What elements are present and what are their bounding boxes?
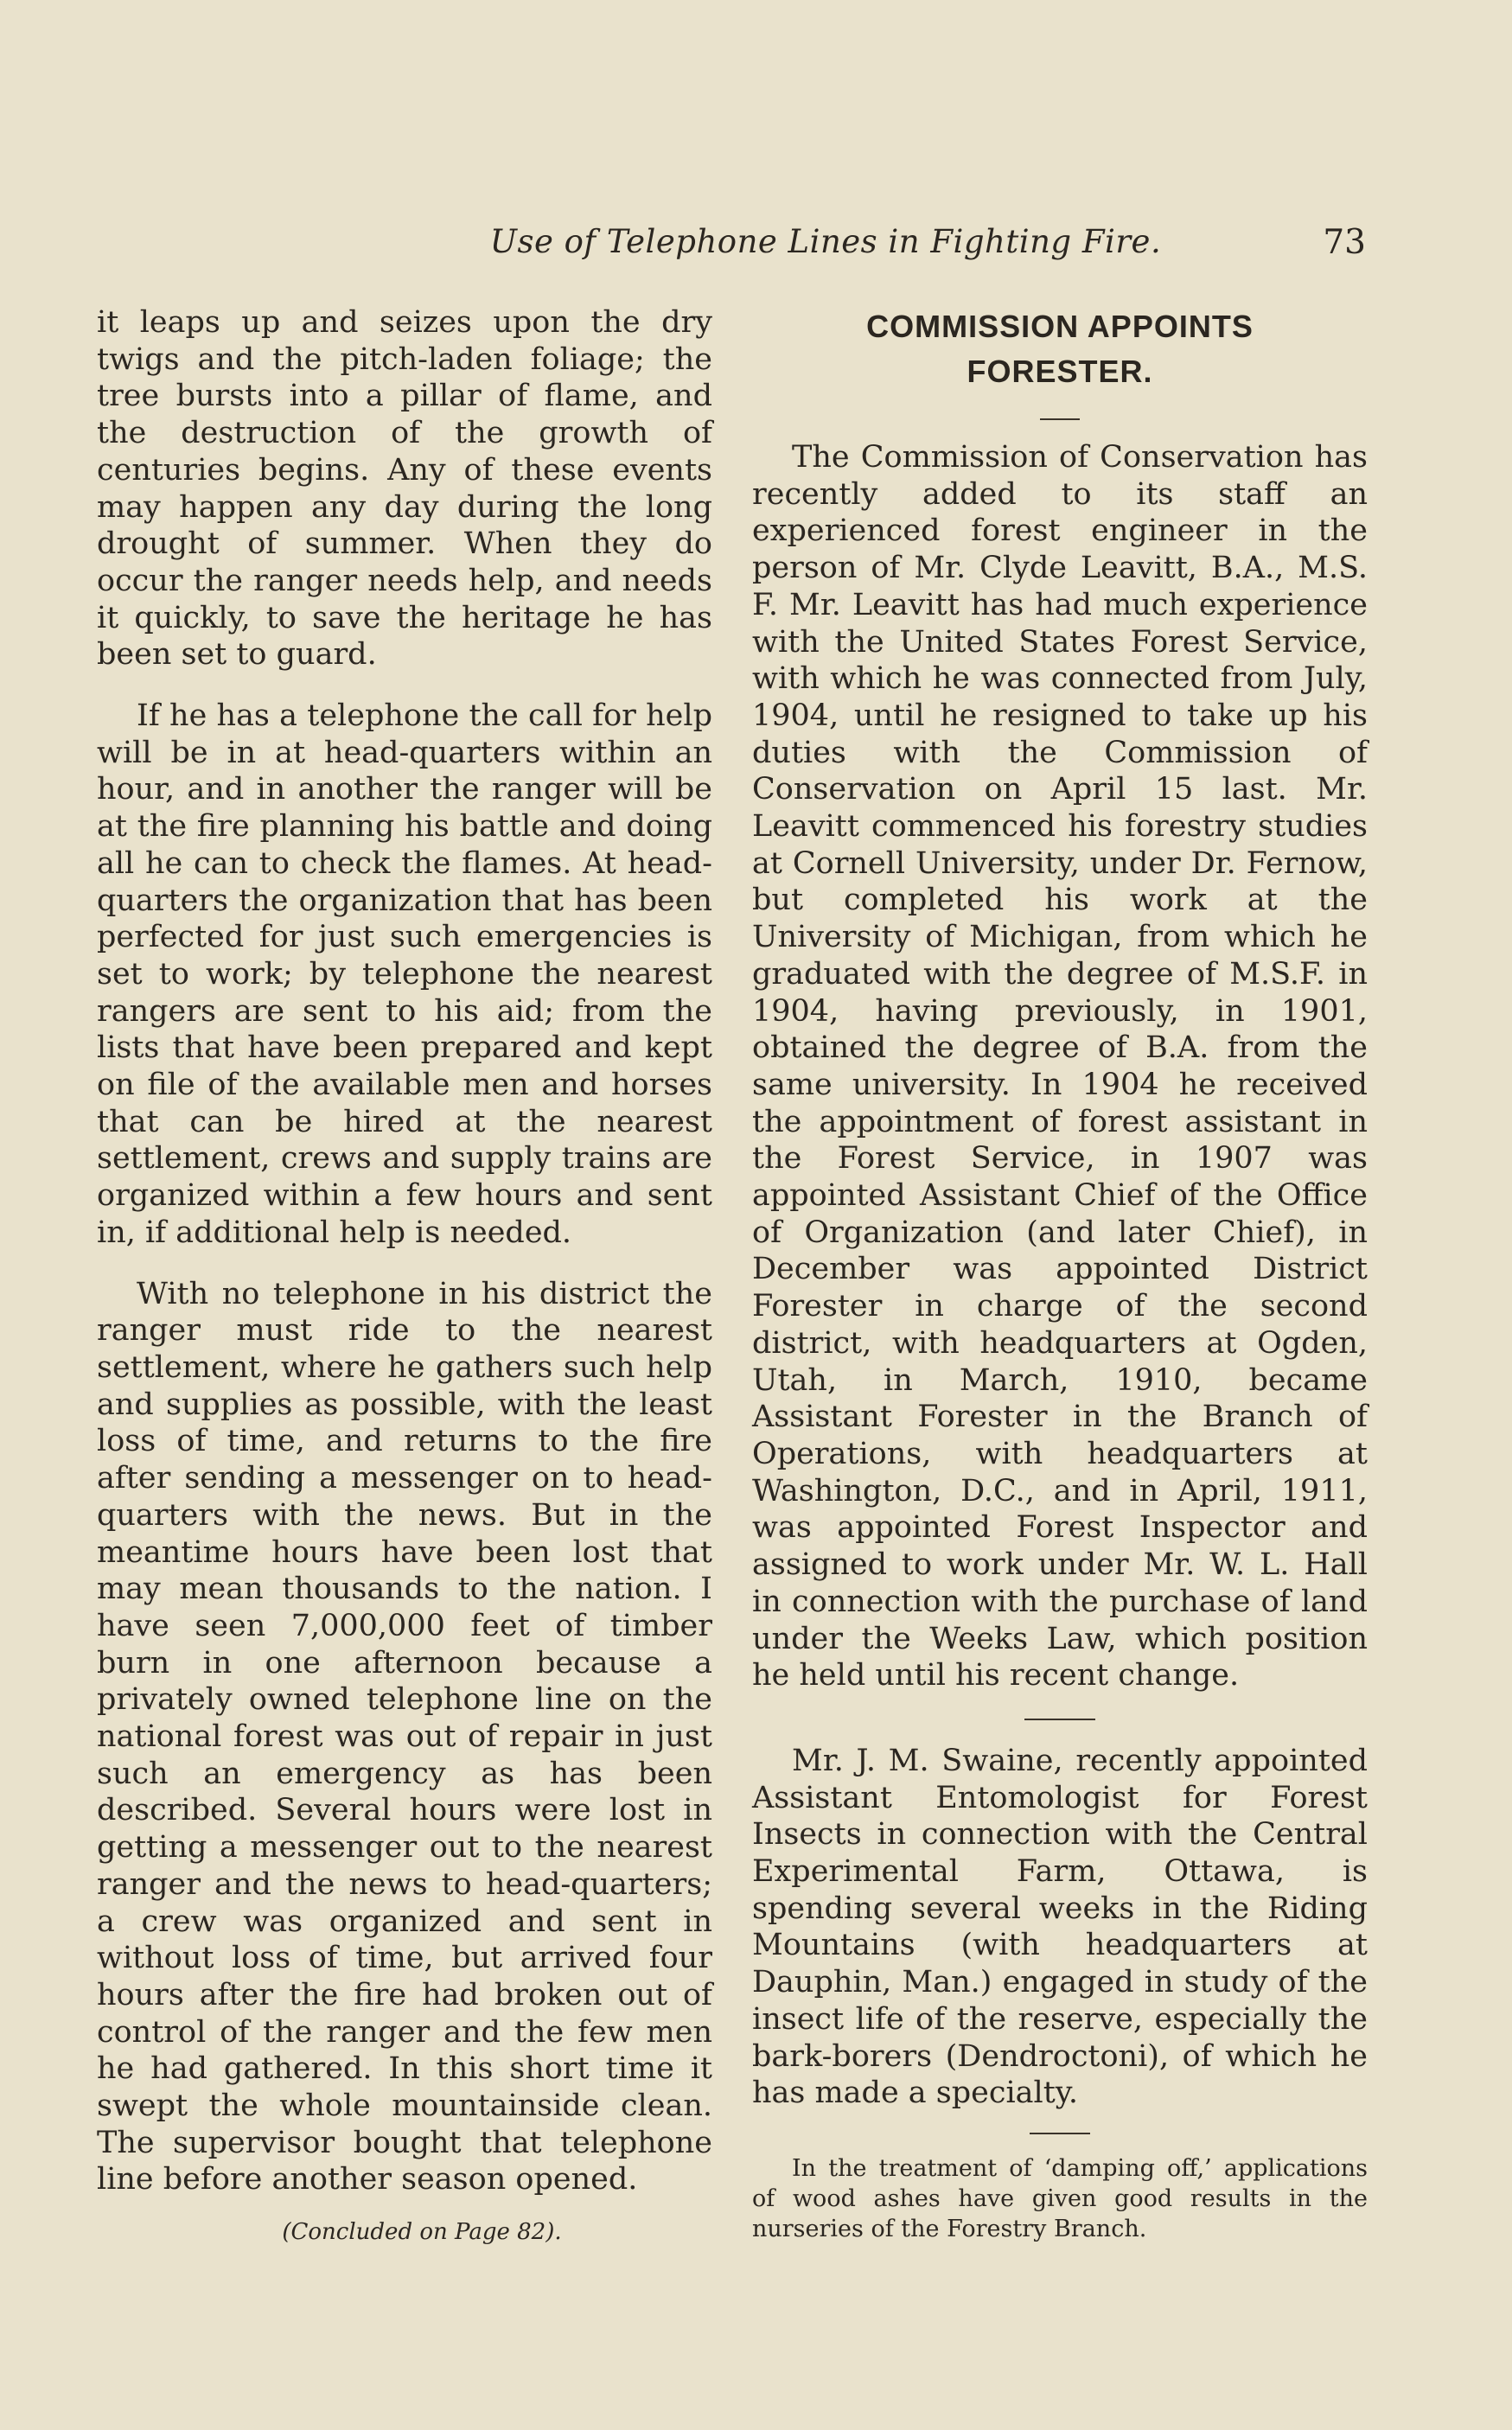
headline-line: COMMISSION APPOINTS xyxy=(866,309,1254,344)
page-number: 73 xyxy=(1323,223,1366,262)
continuation-note: (Concluded on Page 82). xyxy=(282,2219,562,2246)
headline-line: FORESTER. xyxy=(967,354,1153,389)
article-headline xyxy=(752,304,1368,394)
body-paragraph: it leaps up and seizes upon the dry twigs and the pitch-laden foliage; the tree bursts into a pillar of flame, and the destruction of the growth of centuries begins. Any of these events may happen any day during the long drought of summer. When they do occur the ranger needs help, and needs it quickly, to save the heritage he has been set to guard. xyxy=(97,305,712,673)
body-paragraph: If he has a telephone the call for help will be in at head-quarters within an hour, and in another the ranger will be at the fire planning his battle and doing all he can to check the flames. At head-quarters the organization that has been perfected for just such emergencies is set to work; by telephone the nearest rangers are sent to his aid; from the lists that have been prepared and kept on file of the available men and horses that can be hired at the nearest settlement, crews and supply trains are organized within a few hours and sent in, if additional help is needed. xyxy=(97,698,712,1250)
left-column xyxy=(97,304,712,2245)
divider-rule xyxy=(1024,1719,1095,1720)
note-paragraph: In the treatment of ‘damping off,’ applications of wood ashes have given good results in the nurseries of the Forestry Branch. xyxy=(752,2154,1368,2242)
running-head xyxy=(95,223,1366,260)
article-paragraph: The Commission of Conservation has recently added to its staff an experienced forest engineer in the person of Mr. Clyde Leavitt, B.A., M.S. F. Mr. Leavitt has had much experience with the United States Forest Service, with which he was connected from July, 1904, until he resigned to take up his duties with the Commission of Conservation on April 15 last. Mr. Leavitt commenced his forestry studies at Cornell University, under Dr. Fernow, but completed his work at the University of Michigan, from which he graduated with the degree of M.S.F. in 1904, having previously, in 1901, obtained the degree of B.A. from the same university. In 1904 he received the appointment of forest assistant in the Forest Service, in 1907 was appointed Assistant Chief of the Office of Organization (and later Chief), in December was appointed District Forester in charge of the second district, with headquarters at Ogden, Utah, in March, 1910, became Assistant Forester in the Branch of Operations, with headquarters at Washington, D.C., and in April, 1911, was appointed Forest Inspector and assigned to work under Mr. W. L. Hall in connection with the purchase of land under the Weeks Law, which position he held until his recent change. xyxy=(752,440,1368,1693)
running-title: Use of Telephone Lines in Fighting Fire. xyxy=(489,223,1162,260)
body-paragraph: With no telephone in his district the ranger must ride to the nearest settlement, where he gathers such help and supplies as possible, with the least loss of time, and returns to the fire after sending a messenger on to head-quarters with the news. But in the meantime hours have been lost that may mean thousands to the nation. I have seen 7,000,000 feet of timber burn in one afternoon because a privately owned telephone line on the national forest was out of repair in just such an emergency as has been described. Several hours were lost in getting a messenger out to the nearest ranger and the news to head-quarters; a crew was organized and sent in without loss of time, but arrived four hours after the fire had broken out of control of the ranger and the few men he had gathered. In this short time it swept the whole mountainside clean. The supervisor bought that telephone line before another season opened. xyxy=(97,1276,712,2197)
right-column xyxy=(752,304,1368,2244)
divider-rule xyxy=(1030,2133,1090,2134)
news-paragraph: Mr. J. M. Swaine, recently appointed Assistant Entomologist for Forest Insects in connection with the Central Experimental Farm, Ottawa, is spending several weeks in the Riding Mountains (with headquarters at Dauphin, Man.) engaged in study of the insect life of the reserve, especially the bark-borers (Dendroctoni), of which he has made a specialty. xyxy=(752,1743,1368,2111)
divider-rule xyxy=(1040,418,1080,420)
